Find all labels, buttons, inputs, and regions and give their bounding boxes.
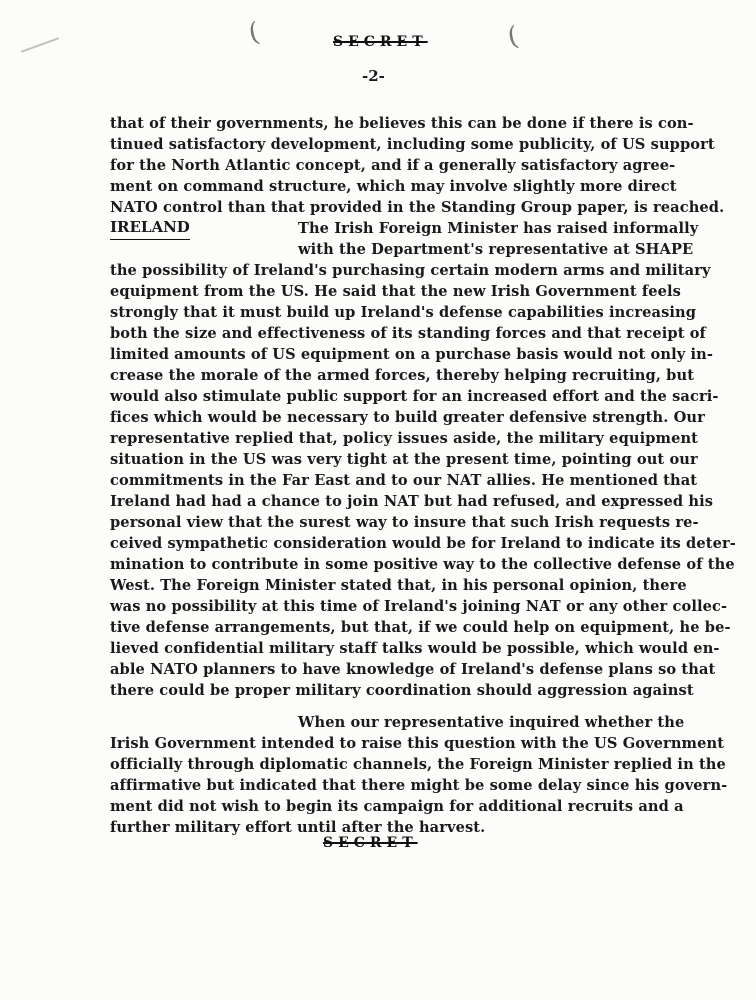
- paragraph-3-first-line: When our representative inquired whether the: [298, 714, 685, 731]
- paragraph-2-line: the possibility of Ireland's purchasing certain modern arms and military: [110, 262, 711, 279]
- paragraph-2-line: situation in the US was very tight at the present time, pointing out our: [110, 451, 698, 468]
- paragraph-2-line: strongly that it must build up Ireland's defense capabilities increasing: [110, 304, 697, 321]
- paragraph-2-line: personal view that the surest way to insure that such Irish requests re-: [110, 514, 699, 531]
- section-heading-ireland: IRELAND: [110, 217, 190, 240]
- paragraph-2-line: crease the morale of the armed forces, thereby helping recruiting, but: [110, 367, 695, 384]
- hole-punch-mark-left: (: [245, 17, 263, 49]
- paragraph-3-line: Irish Government intended to raise this question with the US Government: [110, 735, 725, 752]
- paragraph-2-line: able NATO planners to have knowledge of Ireland's defense plans so that: [110, 661, 716, 678]
- paragraph-2-line: tive defense arrangements, but that, if we could help on equipment, he be-: [110, 619, 731, 636]
- paragraph-2-line: lieved confidential military staff talks would be possible, which would en-: [110, 640, 720, 657]
- paragraph-2-line: was no possibility at this time of Ireland's joining NAT or any other collec-: [110, 598, 728, 615]
- paragraph-2-line: ceived sympathetic consideration would be for Ireland to indicate its deter-: [110, 535, 736, 552]
- page-number: -2-: [362, 67, 385, 85]
- hole-punch-mark-right: (: [504, 21, 522, 53]
- paragraph-1-line: NATO control than that provided in the Standing Group paper, is reached.: [110, 199, 725, 216]
- paragraph-3-line: officially through diplomatic channels, the Foreign Minister replied in the: [110, 756, 726, 773]
- paragraph-3-line: further military effort until after the harvest.: [110, 819, 486, 836]
- paragraph-2-first-line: The Irish Foreign Minister has raised informally: [298, 220, 699, 237]
- paragraph-2-line: both the size and effectiveness of its standing forces and that receipt of: [110, 325, 706, 342]
- paragraph-2-line: fices which would be necessary to build greater defensive strength. Our: [110, 409, 705, 426]
- paragraph-2-line: would also stimulate public support for an increased effort and the sacri-: [110, 388, 719, 405]
- paragraph-2-line: commitments in the Far East and to our NAT allies. He mentioned that: [110, 472, 698, 489]
- paragraph-3-line: ment did not wish to begin its campaign for additional recruits and a: [110, 798, 684, 815]
- paragraph-2-line: mination to contribute in some positive way to the collective defense of the: [110, 556, 735, 573]
- classification-marking-top: SECRET: [333, 34, 428, 50]
- paragraph-1-line: ment on command structure, which may involve slightly more direct: [110, 178, 677, 195]
- paragraph-2-line: representative replied that, policy issues aside, the military equipment: [110, 430, 699, 447]
- paragraph-1-line: for the North Atlantic concept, and if a generally satisfactory agree-: [110, 157, 676, 174]
- classification-marking-bottom: SECRET: [323, 835, 418, 851]
- paragraph-2-line: there could be proper military coordination should aggression against: [110, 682, 694, 699]
- paragraph-2-line: Ireland had had a chance to join NAT but had refused, and expressed his: [110, 493, 714, 510]
- paragraph-1-line: that of their governments, he believes this can be done if there is con-: [110, 115, 694, 132]
- paragraph-2-line: West. The Foreign Minister stated that, in his personal opinion, there: [110, 577, 687, 594]
- paragraph-2-line: with the Department's representative at SHAPE: [298, 241, 694, 258]
- paragraph-3-line: affirmative but indicated that there might be some delay since his govern-: [110, 777, 728, 794]
- paragraph-1-line: tinued satisfactory development, including some publicity, of US support: [110, 136, 715, 153]
- ink-smudge: [21, 37, 59, 53]
- paragraph-2-line: equipment from the US. He said that the new Irish Government feels: [110, 283, 681, 300]
- paragraph-2-line: limited amounts of US equipment on a purchase basis would not only in-: [110, 346, 713, 363]
